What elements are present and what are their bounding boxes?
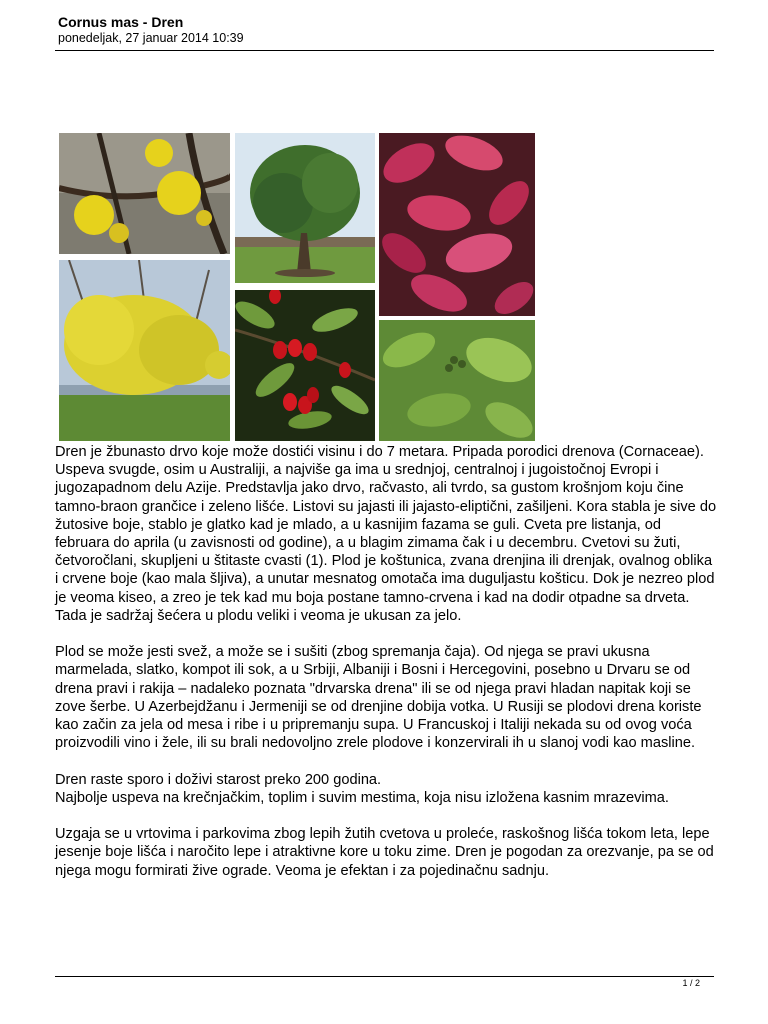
red-autumn-leaves-photo [379, 133, 535, 316]
green-leaves-fruit-photo [379, 320, 535, 441]
paragraph-uses: Plod se može jesti svež, a može se i sušiti (zbog spremanja čaja). Od njega se pravi ukusna marmelada, slatko, kompot ili sok, a u Srbiji, Albaniji i Bosni i Hercegovini, posebno u Drvaru se od drena pravi i rakija – nadaleko poznata "drvarska drena" ili se od njega pravi hladan napitak koji se zove šerbe. U Azerbejdžanu i Jermeniji se od drenjine dobija votka. U Rusiji se plodovi drena koriste kao začin za jela od mesa i ribe i u pripremanju supa. U Francuskoj i Italiji nekada su od ovog voća proizvodili vino i žele, ili su brali nedovoljno zrele plodove i konzervirali ih u slanoj vodi kao masline. [55, 644, 702, 752]
photo-collage [59, 133, 535, 441]
document-date: ponedeljak, 27 januar 2014 10:39 [58, 31, 244, 45]
paragraph-habitat: Najbolje uspeva na krečnjačkim, toplim i suvim mestima, koja nisu izložena kasnim mrazevima. [55, 789, 669, 806]
header-divider [55, 50, 714, 51]
yellow-blossom-branch-photo [59, 133, 230, 254]
dren-tree-photo [235, 133, 375, 283]
document-title: Cornus mas - Dren [58, 14, 184, 30]
footer-divider [55, 976, 714, 977]
paragraph-cultivation: Uzgaja se u vrtovima i parkovima zbog lepih žutih cvetova u proleće, raskošnog lišća tokom leta, lepe jesenje boje lišća i naročito lepe i atraktivne kore u toku zime. Dren je pogodan za orezvanje, pa se od njega mogu formirati žive ograde. Veoma je efektan i za pojedinačnu sadnju. [55, 826, 714, 879]
paragraph-description: Dren je žbunasto drvo koje može dostići visinu i do 7 metara. Pripada porodici drenova (Cornaceae). Uspeva svugde, osim u Australiji, a najviše ga ima u srednjoj, centralnoj i jugoistočnoj Evropi i jugozapadnom delu Azije. Predstavlja jako drvo, račvasto, ali tvrdo, sa gustom krošnjom koju čine tamno-braon grančice i zeleno lišće. Listovi su jajasti ili jajasto-eliptični, zašiljeni. Kora stabla je sive do žutosive boje, stablo je glatko kad je mlado, a u kasnijim fazama se guli. Cveta pre listanja, od februara do aprila (u zavisnosti od godine), a u blagim zimama čak i u decembru. Cvetovi su žuti, četvoročlani, skupljeni u štitaste cvasti (1). Plod je koštunica, zvana drenjina ili drenjak, ovalnog oblika i crvene boje (kao mala šljiva), a unutar mesnatog omotača ima duguljastu košticu. Dok je nezreo plod je veoma kiseo, a zreo je tek kad mu boja postane tamno-crvena i kad na dodir otpadne sa drveta. Tada je sadržaj šećera u plodu veliki i veoma je ukusan za jelo. [55, 444, 717, 624]
page-number: 1 / 2 [682, 978, 700, 988]
paragraph-growth: Dren raste sporo i doživi starost preko 200 godina. [55, 771, 382, 788]
flowering-yellow-shrub-photo [59, 260, 230, 441]
article-body [55, 443, 717, 898]
red-berries-branch-photo [235, 290, 375, 441]
page-header [58, 14, 714, 46]
